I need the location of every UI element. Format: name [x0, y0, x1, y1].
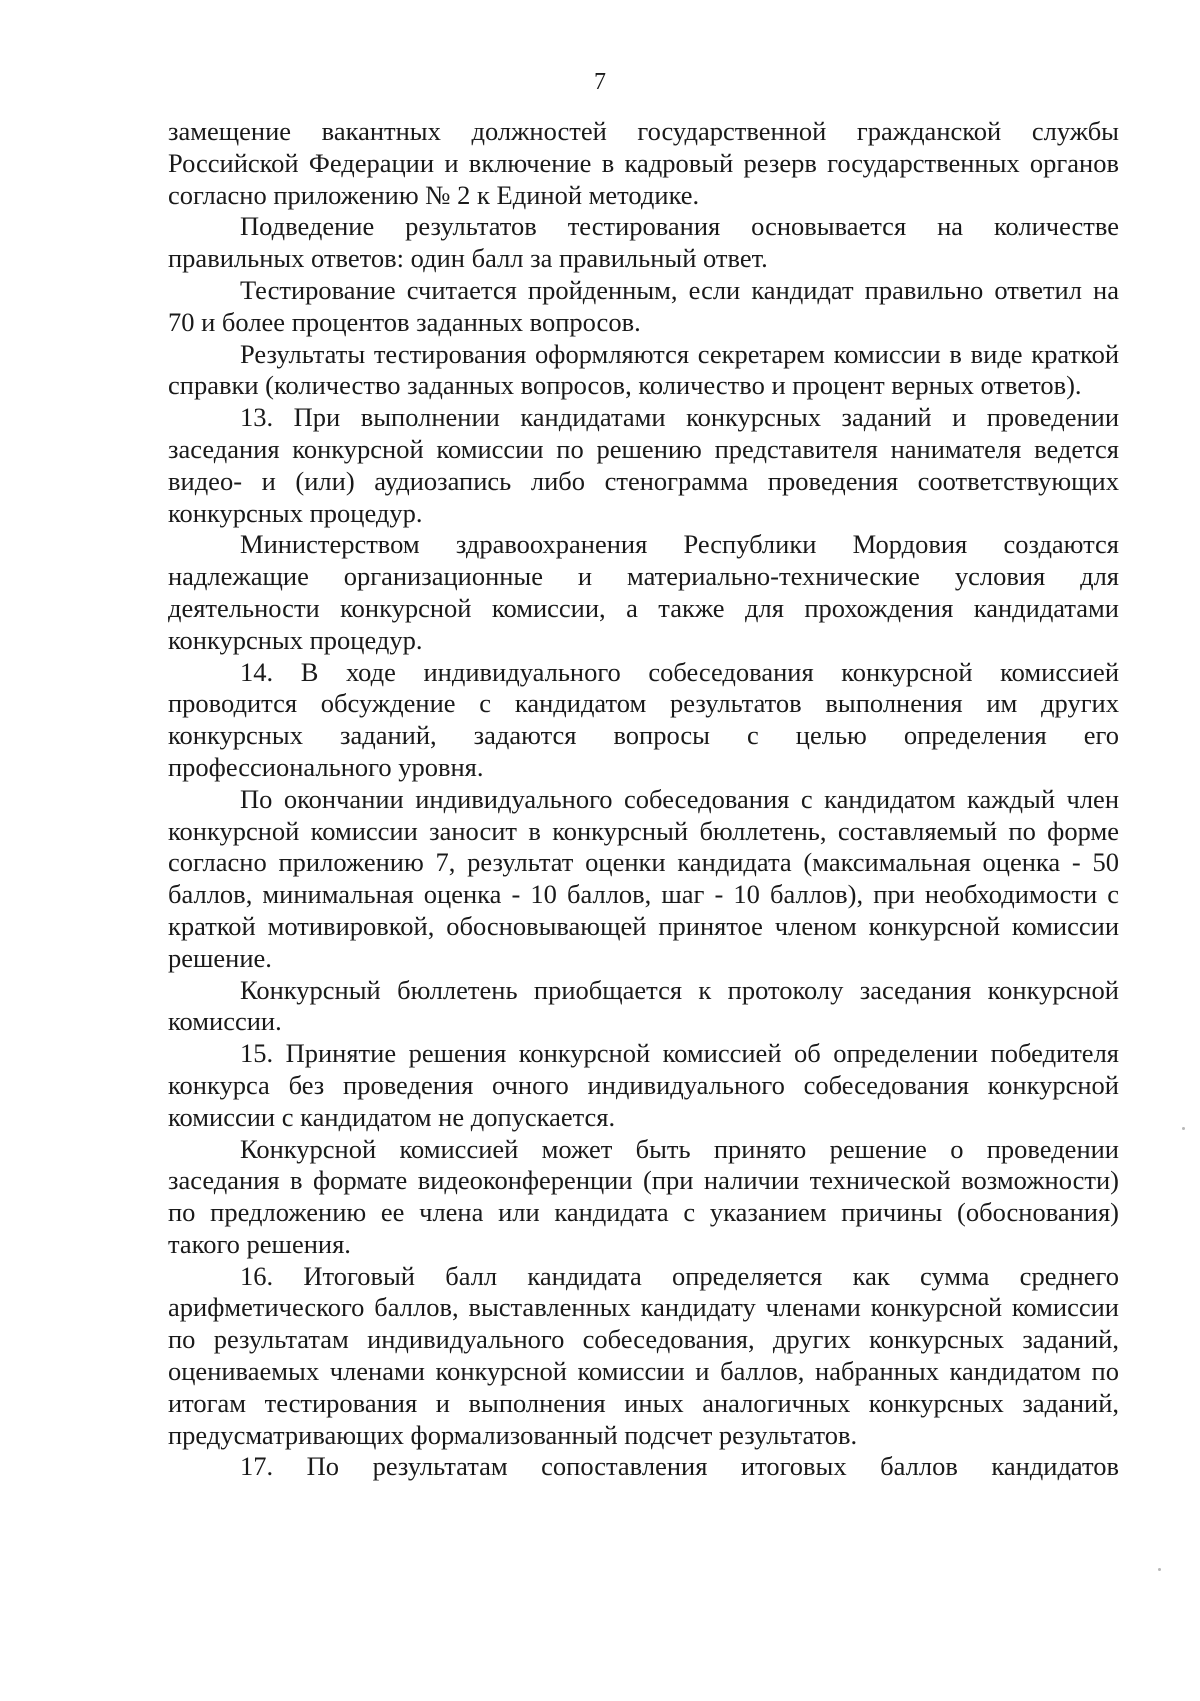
paragraph-item-15: 15. Принятие решения конкурсной комиссией об определении победителя конкурса без проведения очного индивидуального собеседования конкурсной комиссии с кандидатом не допускается.	[168, 1038, 1119, 1132]
document-body	[168, 116, 1119, 1483]
scan-speck	[1158, 1568, 1161, 1571]
paragraph-continuation: замещение вакантных должностей государственной гражданской службы Российской Федерации и включение в кадровый резерв государственных органов согласно приложению № 2 к Единой методике.	[168, 116, 1119, 210]
paragraph-testing-passed: Тестирование считается пройденным, если кандидат правильно ответил на 70 и более процентов заданных вопросов.	[168, 274, 1119, 337]
paragraph-testing-results-basis: Подведение результатов тестирования основывается на количестве правильных ответов: один балл за правильный ответ.	[168, 211, 1119, 274]
paragraph-item-17: 17. По результатам сопоставления итоговых баллов кандидатов	[240, 1451, 1119, 1482]
paragraph-ballot: По окончании индивидуального собеседования с кандидатом каждый член конкурсной комиссии заносит в конкурсный бюллетень, составляемый по форме согласно приложению 7, результат оценки кандидата (максимальная оценка - 50 баллов, минимальная оценка - 10 баллов, шаг - 10 баллов), при необходимости с краткой мотивировкой, обосновывающей принятое членом конкурсной комиссии решение.	[168, 783, 1119, 973]
paragraph-ministry-conditions: Министерством здравоохранения Республики Мордовия создаются надлежащие организационные и материально-технические условия для деятельности конкурсной комиссии, а также для прохождения кандидатами конкурсных процедур.	[168, 529, 1119, 655]
paragraph-item-13: 13. При выполнении кандидатами конкурсных заданий и проведении заседания конкурсной комиссии по решению представителя нанимателя ведется видео- и (или) аудиозапись либо стенограмма проведения соответствующих конкурсных процедур.	[168, 402, 1119, 528]
paragraph-item-14: 14. В ходе индивидуального собеседования конкурсной комиссией проводится обсуждение с кандидатом результатов выполнения им других конкурсных заданий, задаются вопросы с целью определения его профессионального уровня.	[168, 656, 1119, 782]
paragraph-ballot-attached: Конкурсный бюллетень приобщается к протоколу заседания конкурсной комиссии.	[168, 974, 1119, 1037]
scan-speck	[1182, 1127, 1185, 1130]
page-number: 7	[594, 69, 606, 95]
paragraph-item-16: 16. Итоговый балл кандидата определяется как сумма среднего арифметического баллов, выставленных кандидату членами конкурсной комиссии по результатам индивидуального собеседования, других конкурсных заданий, оцениваемых членами конкурсной комиссии и баллов, набранных кандидатом по итогам тестирования и выполнения иных аналогичных конкурсных заданий, предусматривающих формализованный подсчет результатов.	[168, 1260, 1119, 1450]
paragraph-testing-results-report: Результаты тестирования оформляются секретарем комиссии в виде краткой справки (количество заданных вопросов, количество и процент верных ответов).	[168, 338, 1119, 401]
paragraph-videoconference: Конкурсной комиссией может быть принято решение о проведении заседания в формате видеоконференции (при наличии технической возможности) по предложению ее члена или кандидата с указанием причины (обоснования) такого решения.	[168, 1133, 1119, 1259]
